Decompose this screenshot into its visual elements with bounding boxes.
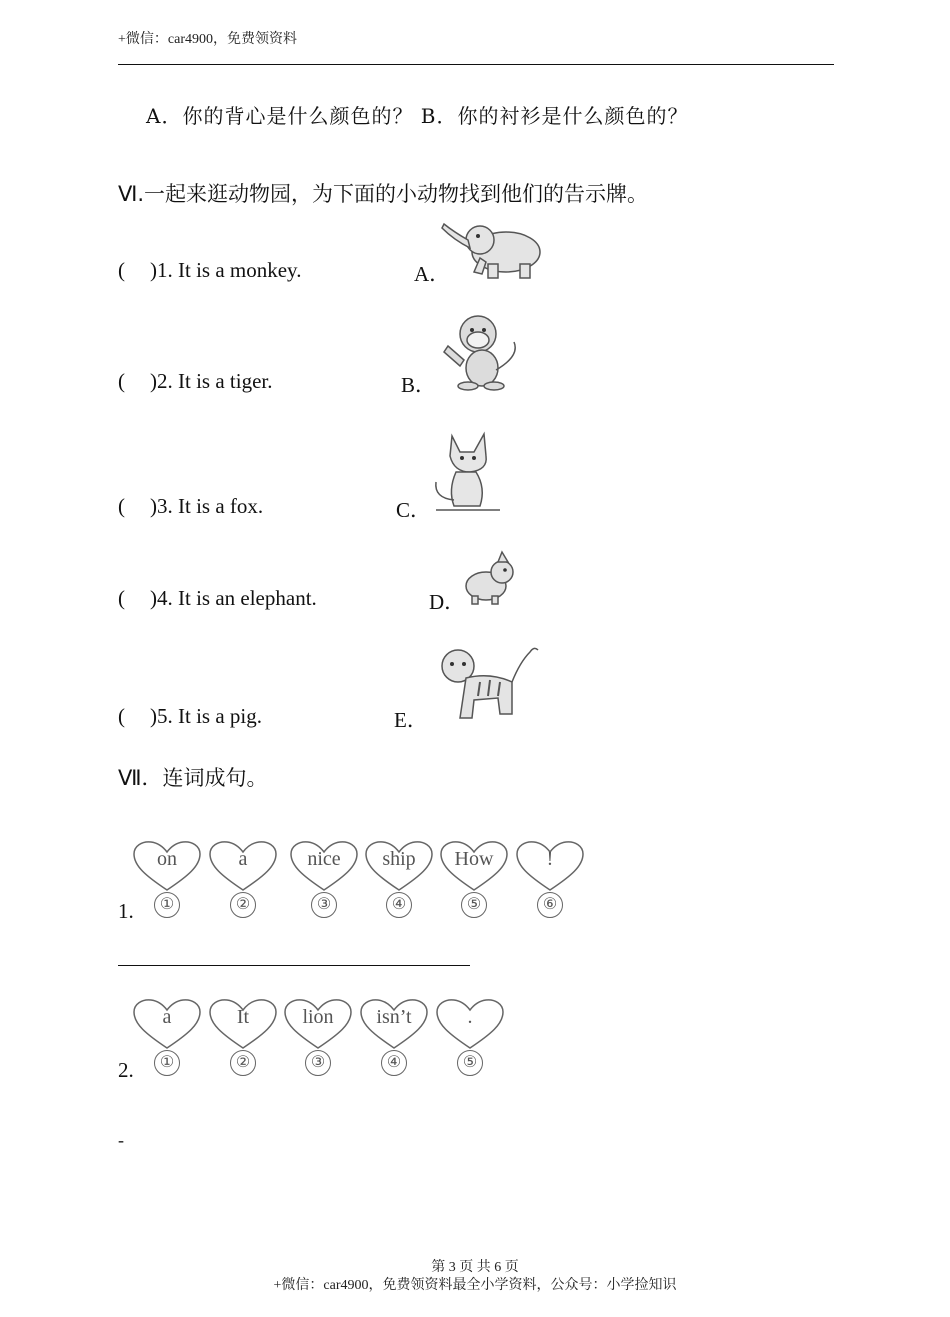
- word-heart: [289, 840, 359, 913]
- question-text: )5. It is a pig.: [150, 704, 262, 728]
- answer-paren: (: [118, 369, 125, 393]
- answer-paren: (: [118, 586, 125, 610]
- question-1: [118, 258, 301, 283]
- word-heart: [208, 998, 278, 1071]
- word-heart: [439, 840, 509, 913]
- page-number: 第 3 页 共 6 页: [431, 1260, 519, 1275]
- word-text: It: [236, 1006, 250, 1028]
- elephant-picture: [440, 218, 548, 280]
- q2-answer-mark: -: [118, 1130, 124, 1150]
- question-2: [118, 369, 272, 394]
- option-letter-d: D．: [429, 590, 466, 614]
- word-heart: [283, 998, 353, 1071]
- word-number: ②: [230, 1050, 256, 1076]
- word-number: ③: [305, 1050, 331, 1076]
- footer-text: +微信：car4900，免费领资料最全小学资料，公众号：小学捡知识: [273, 1278, 677, 1293]
- word-heart: [132, 840, 202, 913]
- word-text: a: [162, 1006, 172, 1028]
- word-text: How: [454, 848, 494, 870]
- word-number: ②: [230, 892, 256, 918]
- question-3: [118, 494, 263, 519]
- header-rule: [118, 64, 834, 65]
- word-heart: [359, 998, 429, 1071]
- option-letter-b: B．: [401, 373, 437, 397]
- word-text: ship: [382, 848, 416, 870]
- word-text: .: [467, 1006, 473, 1028]
- monkey-picture: [438, 312, 528, 392]
- option-letter-a: A．: [414, 262, 451, 286]
- word-text: nice: [307, 848, 341, 870]
- pig-picture: [462, 548, 518, 608]
- word-heart: [364, 840, 434, 913]
- word-text: isn’t: [376, 1006, 412, 1028]
- word-number: ①: [154, 892, 180, 918]
- word-number: ⑥: [537, 892, 563, 918]
- word-heart: [208, 840, 278, 913]
- word-number: ①: [154, 1050, 180, 1076]
- word-number: ⑤: [461, 892, 487, 918]
- options-line: A．你的背心是什么颜色的？ B．你的衬衫是什么颜色的？: [146, 104, 689, 128]
- fox-picture: [430, 430, 504, 514]
- section-6-title: Ⅵ.一起来逛动物园，为下面的小动物找到他们的告示牌。: [118, 182, 649, 206]
- question-4: [118, 586, 317, 611]
- question-text: )2. It is a tiger.: [150, 369, 273, 393]
- word-number: ④: [386, 892, 412, 918]
- q1-label: 1.: [118, 899, 134, 923]
- word-number: ⑤: [457, 1050, 483, 1076]
- word-text: a: [238, 848, 248, 870]
- word-text: !: [546, 848, 554, 870]
- page-header-text: +微信：car4900，免费领资料: [118, 32, 297, 47]
- q1-answer-line[interactable]: [118, 965, 470, 966]
- option-letter-c: C．: [396, 498, 432, 522]
- section-7-title: Ⅶ．连词成句。: [118, 766, 268, 790]
- tiger-picture: [434, 642, 552, 726]
- word-heart: [132, 998, 202, 1071]
- word-text: lion: [302, 1006, 334, 1028]
- word-heart: [515, 840, 585, 913]
- question-text: )4. It is an elephant.: [150, 586, 317, 610]
- option-letter-e: E．: [394, 708, 428, 732]
- word-number: ④: [381, 1050, 407, 1076]
- answer-paren: (: [118, 494, 125, 518]
- answer-paren: (: [118, 704, 125, 728]
- word-heart: [435, 998, 505, 1071]
- q2-label: 2.: [118, 1058, 134, 1082]
- question-text: )3. It is a fox.: [150, 494, 264, 518]
- question-5: [118, 704, 262, 729]
- answer-paren: (: [118, 258, 125, 282]
- word-number: ③: [311, 892, 337, 918]
- word-text: on: [157, 848, 177, 870]
- question-text: )1. It is a monkey.: [150, 258, 302, 282]
